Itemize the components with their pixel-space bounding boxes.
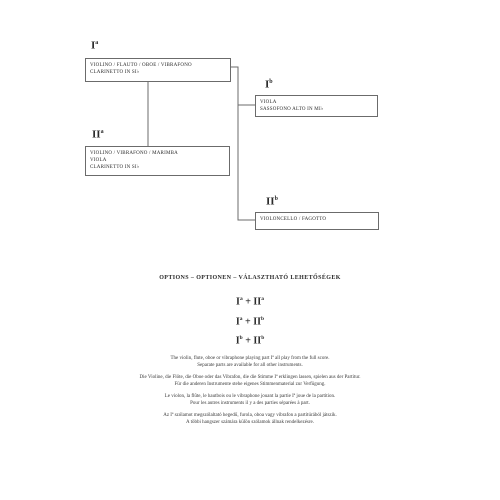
part-2a-line: CLARINETTO IN SI♭ bbox=[90, 165, 140, 170]
notes-section bbox=[0, 355, 500, 431]
part-1a-heading: $I^a$ bbox=[91, 39, 99, 52]
part-2b-box bbox=[255, 212, 379, 230]
part-1b-line: SASSOFONO ALTO IN MI♭ bbox=[260, 107, 324, 112]
option-combo: $I^b + II^b$ bbox=[235, 335, 265, 347]
connector-1a-1b bbox=[231, 67, 255, 105]
part-2b-line: VIOLONCELLO / FAGOTTO bbox=[260, 217, 327, 222]
note-line: Pour les autres instruments il y a des parties séparées à part. bbox=[190, 401, 310, 406]
connector-1a-2b bbox=[238, 105, 255, 220]
options-title: OPTIONS – OPTIONEN – VÁLASZTHATÓ LEHETŐSÉGEK bbox=[159, 275, 341, 281]
note-english bbox=[0, 355, 500, 369]
part-1b-heading: $I^b$ bbox=[265, 78, 273, 91]
part-1a-line: CLARINETTO IN SI♭ bbox=[90, 70, 140, 75]
part-1a-box bbox=[85, 58, 231, 82]
note-line: The violin, flute, oboe or vibraphone playing part Iª all play from the full score. bbox=[170, 356, 330, 361]
option-combo: $I^a + II^a$ bbox=[236, 296, 264, 308]
part-2b-heading: $II^b$ bbox=[266, 195, 278, 208]
part-2a-line: VIOLA bbox=[90, 158, 107, 163]
part-1a-line: VIOLINO / FLAUTO / OBOE / VIBRAFONO bbox=[90, 63, 192, 68]
part-2a-box bbox=[85, 146, 230, 176]
part-2a-heading: $II^a$ bbox=[92, 128, 104, 141]
note-hungarian bbox=[0, 412, 500, 426]
part-2a-line: VIOLINO / VIBRAFONO / MARIMBA bbox=[90, 151, 178, 156]
part-1b-box bbox=[255, 95, 378, 117]
note-german bbox=[0, 374, 500, 388]
note-line: Le violon, la flûte, le hautbois ou le vibraphone jouant la partie Iª joue de la partition. bbox=[164, 394, 336, 399]
note-line: Separate parts are available for all other instruments. bbox=[197, 363, 303, 368]
note-line: A többi hangszer számára külön szólamok állnak rendelkezésre. bbox=[185, 420, 314, 425]
part-1b-line: VIOLA bbox=[260, 100, 277, 105]
note-french bbox=[0, 393, 500, 407]
note-line: Für die anderen Instrumente stehe eigenes Stimmenmaterial zur Verfügung. bbox=[174, 382, 326, 387]
note-line: Die Violine, die Flöte, die Oboe oder das Vibrafon, die die Stimme Iª erklingen lassen, spielen aus der Partitur. bbox=[139, 375, 361, 380]
option-combo: $I^a + II^b$ bbox=[235, 316, 265, 328]
note-line: Az Iª szólamot megszólaltató hegedű, furola, oboa vagy vibrafon a partitúrából játszik. bbox=[163, 413, 337, 418]
